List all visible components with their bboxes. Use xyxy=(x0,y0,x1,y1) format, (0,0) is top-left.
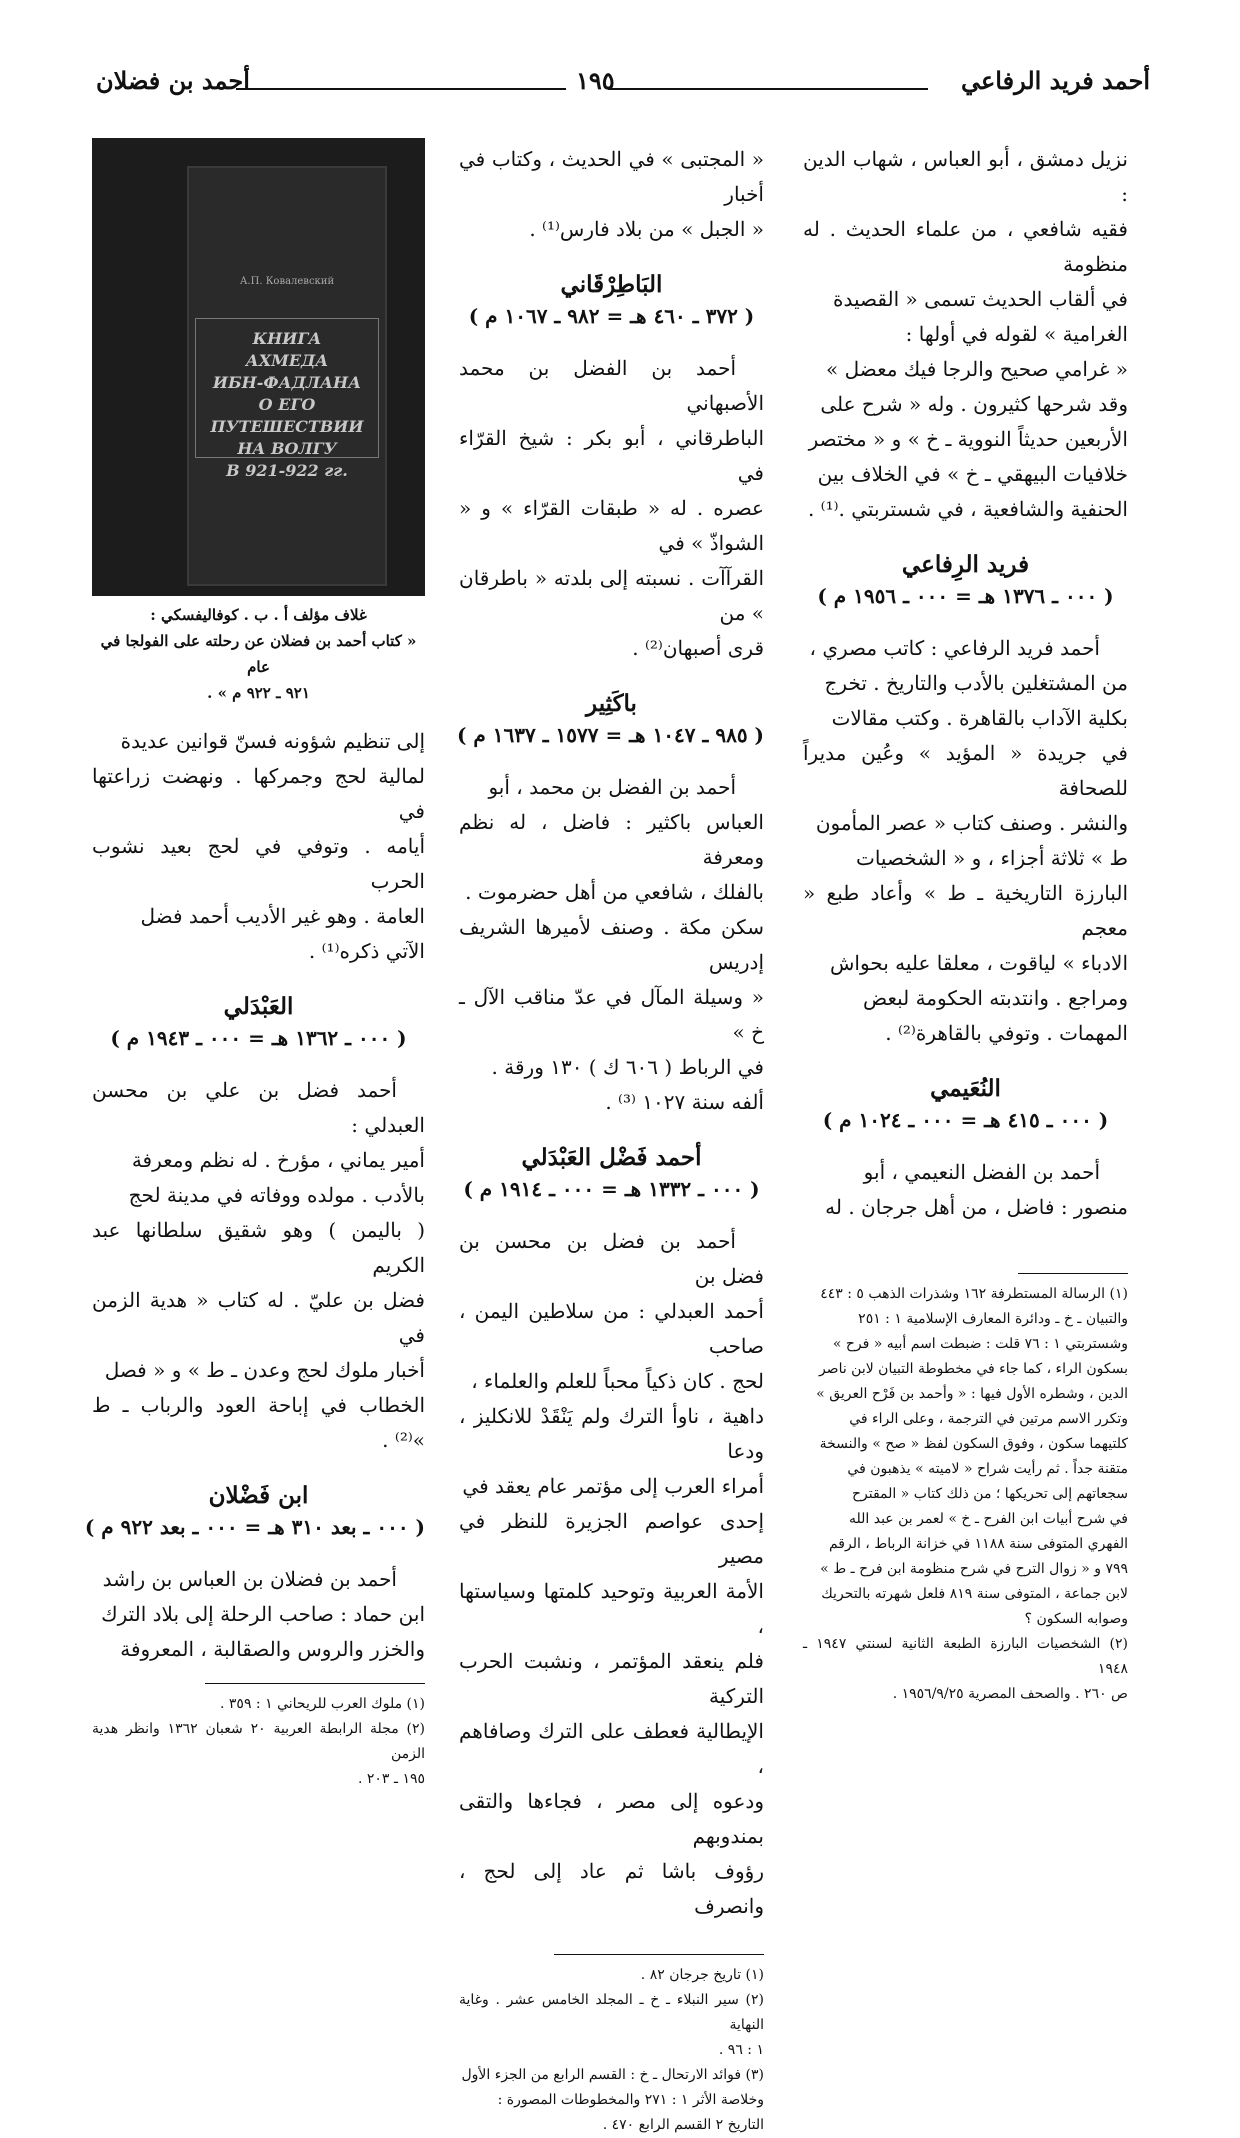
column-middle xyxy=(456,142,764,2138)
text-line: أمير يماني ، مؤرخ . له نظم ومعرفة xyxy=(131,1148,425,1172)
book-title xyxy=(199,328,375,482)
footnote-line: التاريخ ٢ القسم الرابع ٤٧٠ . xyxy=(602,2117,764,2133)
text-line: « الجبل » من بلاد فارس⁽¹⁾ . xyxy=(529,217,764,241)
footnote-line: لابن جماعة ، المتوفى سنة ٨١٩ فلعل شهرته بالتحريك xyxy=(821,1586,1128,1602)
entry-title: باكَثِير xyxy=(586,690,637,717)
footnote-line: الفهري المتوفى سنة ١١٨٨ في خزانة الرباط ، الرقم xyxy=(828,1536,1128,1552)
text-line: نزيل دمشق ، أبو العباس ، شهاب الدين : xyxy=(803,147,1128,206)
text-line: البارزة التاريخية ـ ط » وأعاد طبع « معجم xyxy=(803,881,1128,940)
text-line: الأمة العربية وتوحيد كلمتها وسياستها ، xyxy=(459,1579,764,1638)
text-line: « غرامي صحيح والرجا فيك معضل » xyxy=(826,357,1128,381)
footnotes xyxy=(803,1282,1128,1707)
text-line: وقد شرحها كثيرون . وله « شرح على xyxy=(820,392,1128,416)
text-line: أحمد بن فضلان بن العباس بن راشد xyxy=(102,1567,397,1591)
text-line: رؤوف باشا ثم عاد إلى لحج ، وانصرف xyxy=(459,1859,764,1918)
text-line: ( باليمن ) وهو شقيق سلطانها عبد الكريم xyxy=(92,1218,425,1277)
entry-title: أحمد فَضْل العَبْدَلي xyxy=(521,1144,702,1171)
book-title-line: ИБН-ФАДЛАНА xyxy=(212,373,362,392)
footnote-rule xyxy=(554,1954,764,1955)
text-line: بالفلك ، شافعي من أهل حضرموت . xyxy=(465,880,764,904)
page-number: ١٩٥ xyxy=(576,66,615,95)
book-title-line: КНИГА xyxy=(252,329,322,348)
entry-body xyxy=(92,1073,425,1458)
text-line: من المشتغلين بالأدب والتاريخ . تخرج xyxy=(824,671,1128,695)
footnote-line: (٣) فوائد الارتحال ـ خ : القسم الرابع من الجزء الأول xyxy=(461,2067,764,2083)
entry-title: العَبْدَلي xyxy=(223,993,294,1020)
footnote-line: (١) ملوك العرب للريحاني ١ : ٣٥٩ . xyxy=(220,1696,425,1712)
text-line: القرآآت . نسبته إلى بلدته « باطرقان » من xyxy=(459,566,764,625)
entry-title: ابن فَضْلان xyxy=(208,1482,309,1509)
caption-line: غلاف مؤلف أ . ب . كوفاليفسكي : xyxy=(150,606,367,624)
text-line: في ألقاب الحديث تسمى « القصيدة xyxy=(833,287,1128,311)
text-line: الخطاب في إباحة العود والرباب ـ ط »⁽²⁾ . xyxy=(92,1393,425,1452)
page-header xyxy=(96,66,1150,106)
text-line: إلى تنظيم شؤونه فسنّ قوانين عديدة xyxy=(120,729,425,753)
text-line: أحمد بن الفضل بن محمد الأصبهاني xyxy=(459,356,764,415)
column-left xyxy=(84,138,425,1792)
entry-continuation xyxy=(803,142,1128,527)
footnote-line: في شرح أبيات ابن الفرح ـ خ » لعمر بن عبد الله xyxy=(848,1511,1128,1527)
text-line: منصور : فاضل ، من أهل جرجان . له xyxy=(825,1195,1128,1219)
column-right xyxy=(803,142,1128,1707)
entry-body xyxy=(92,1562,425,1667)
entry-dates: ( ٣٧٢ ـ ٤٦٠ هـ = ٩٨٢ ـ ١٠٦٧ م ) xyxy=(468,304,755,328)
text-line: المهمات . وتوفي بالقاهرة⁽²⁾ . xyxy=(885,1021,1128,1045)
footnote-line: متقنة جداً . ثم رأيت شراح « لاميته » يذهبون في xyxy=(847,1461,1128,1477)
footnote-line: ١٩٥ ـ ٢٠٣ . xyxy=(357,1771,425,1787)
text-line: الادباء » لياقوت ، معلقا عليه بحواش xyxy=(830,951,1128,975)
text-line: فقيه شافعي ، من علماء الحديث . له منظومة xyxy=(803,217,1128,276)
text-line: عصره . له « طبقات القرّاء » و « الشواذّ » في xyxy=(459,496,764,555)
entry-title: البَاطِرْقَاني xyxy=(560,271,663,298)
running-head-right: أحمد فريد الرفاعي xyxy=(960,66,1150,95)
entry-body xyxy=(459,351,764,666)
book-title-line: В 921-922 гг. xyxy=(226,461,348,480)
entry-body xyxy=(803,1155,1128,1225)
footnote-line: الدين ، وشطره الأول فيها : « وأحمد بن فَرْح العريق » xyxy=(816,1386,1128,1402)
text-line: إحدى عواصم الجزيرة للنظر في مصير xyxy=(459,1509,764,1568)
footnotes xyxy=(92,1692,425,1792)
text-line: « المجتبى » في الحديث ، وكتاب في أخبار xyxy=(459,147,764,206)
caption-line: « كتاب أحمد بن فضلان عن رحلته على الفولجا في عام xyxy=(100,632,417,676)
photo-caption xyxy=(92,602,425,706)
book-author: А.П. Ковалевский xyxy=(239,276,335,287)
text-line: الآتي ذكره⁽¹⁾ . xyxy=(308,939,425,963)
text-line: أحمد بن الفضل النعيمي ، أبو xyxy=(863,1160,1100,1184)
entry-dates: ( ٠٠٠ ـ ١٣٧٦ هـ = ٠٠٠ ـ ١٩٥٦ م ) xyxy=(817,584,1114,608)
text-line: في جريدة « المؤيد » وعُين مديراً للصحافة xyxy=(803,741,1128,800)
text-line: أيامه . وتوفي في لحج بعيد نشوب الحرب xyxy=(92,834,425,893)
entry-dates: ( ٠٠٠ ـ ١٣٦٢ هـ = ٠٠٠ ـ ١٩٤٣ م ) xyxy=(110,1026,407,1050)
header-rule-right xyxy=(608,88,928,90)
book-title-line: АХМЕДА xyxy=(245,351,329,370)
book-title-line: НА ВОЛГУ xyxy=(237,439,337,458)
footnote-line: ٧٩٩ و « زوال الترح في شرح منظومة ابن فرح ـ ط » xyxy=(820,1561,1128,1577)
footnote-line: وشستربتي ١ : ٧٦ قلت : ضبطت اسم أبيه « فرح » xyxy=(832,1336,1128,1352)
text-line: بكلية الآداب بالقاهرة . وكتب مقالات xyxy=(831,706,1128,730)
header-rule-left xyxy=(236,88,566,90)
text-line: « وسيلة المآل في عدّ مناقب الآل ـ خ » xyxy=(459,985,764,1044)
footnote-line: كلتيهما سكون ، وفوق السكون لفظ « صح » والنسخة xyxy=(819,1436,1128,1452)
text-line: الغرامية » لقوله في أولها : xyxy=(905,322,1128,346)
book-cover-photo xyxy=(92,138,425,596)
text-line: خلافيات البيهقي ـ خ » في الخلاف بين xyxy=(817,462,1128,486)
footnote-rule xyxy=(1018,1273,1128,1274)
text-line: الأربعين حديثاً النووية ـ خ » و « مختصر xyxy=(808,427,1128,451)
text-line: الإيطالية فعطف على الترك وصافاهم ، xyxy=(459,1719,764,1778)
footnote-line: بسكون الراء ، كما جاء في مخطوطة التبيان لابن ناصر xyxy=(818,1361,1128,1377)
entry-continuation xyxy=(92,724,425,969)
entry-dates: ( ٠٠٠ ـ بعد ٣١٠ هـ = ٠٠٠ ـ بعد ٩٢٢ م ) xyxy=(84,1515,425,1539)
caption-line: ٩٢١ ـ ٩٢٢ م » . xyxy=(207,684,310,702)
footnote-line: (٢) مجلة الرابطة العربية ٢٠ شعبان ١٣٦٢ وانظر هدية الزمن xyxy=(92,1721,425,1762)
text-line: الحنفية والشافعية ، في شستربتي .⁽¹⁾ . xyxy=(807,497,1128,521)
text-line: بالأدب . مولده ووفاته في مدينة لحج xyxy=(128,1183,425,1207)
footnote-line: ص ٢٦٠ . والصحف المصرية ١٩٥٦/٩/٢٥ . xyxy=(892,1686,1128,1702)
entry-dates: ( ٠٠٠ ـ ١٣٣٢ هـ = ٠٠٠ ـ ١٩١٤ م ) xyxy=(463,1177,760,1201)
text-line: ط » ثلاثة أجزاء ، و « الشخصيات xyxy=(856,846,1128,870)
text-line: الباطرقاني ، أبو بكر : شيخ القرّاء في xyxy=(459,426,764,485)
running-head-left: أحمد بن فضلان xyxy=(96,66,250,95)
text-line: والخزر والروس والصقالبة ، المعروفة xyxy=(120,1637,425,1661)
text-line: والنشر . وصنف كتاب « عصر المأمون xyxy=(815,811,1128,835)
text-line: ودعوه إلى مصر ، فجاءها والتقى بمندوبهم xyxy=(459,1789,764,1848)
text-line: أحمد بن الفضل بن محمد ، أبو xyxy=(488,775,736,799)
entry-dates: ( ٠٠٠ ـ ٤١٥ هـ = ٠٠٠ ـ ١٠٢٤ م ) xyxy=(822,1108,1109,1132)
footnote-line: (٢) سير النبلاء ـ خ ـ المجلد الخامس عشر . وغاية النهاية xyxy=(459,1992,764,2033)
entry-continuation xyxy=(459,142,764,247)
entry-body xyxy=(803,631,1128,1051)
text-line: قرى أصبهان⁽²⁾ . xyxy=(632,636,764,660)
footnote-line: وتكرر الاسم مرتين في الترجمة ، وعلى الراء في xyxy=(849,1411,1128,1427)
footnote-line: سجعاتهم إلى تحريكها ؛ من ذلك كتاب « المقترح xyxy=(851,1486,1128,1502)
book-title-line: О ЕГО ПУТЕШЕСТВИИ xyxy=(210,395,364,436)
footnotes xyxy=(459,1963,764,2138)
text-line: العباس باكثير : فاضل ، له نظم ومعرفة xyxy=(459,810,764,869)
text-line: ومراجع . وانتدبته الحكومة لبعض xyxy=(862,986,1128,1010)
footnote-line: (١) الرسالة المستطرفة ١٦٢ وشذرات الذهب ٥ : ٤٤٣ xyxy=(820,1286,1128,1302)
footnote-line: ١ : ٩٦ . xyxy=(718,2042,764,2058)
footnote-line: (٢) الشخصيات البارزة الطبعة الثانية لسنتي ١٩٤٧ ـ ١٩٤٨ xyxy=(803,1636,1128,1677)
text-line: في الرباط ( ٦٠٦ ك ) ١٣٠ ورقة . xyxy=(491,1055,764,1079)
footnote-rule xyxy=(205,1683,425,1684)
footnote-line: وصوابه السكون ؟ xyxy=(1024,1611,1128,1627)
text-line: لمالية لحج وجمركها . ونهضت زراعتها في xyxy=(92,764,425,823)
text-line: فلم ينعقد المؤتمر ، ونشبت الحرب التركية xyxy=(459,1649,764,1708)
entry-body xyxy=(459,770,764,1120)
text-line: فضل بن عليّ . له كتاب « هدية الزمن في xyxy=(92,1288,425,1347)
text-line: ابن حماد : صاحب الرحلة إلى بلاد الترك xyxy=(101,1602,425,1626)
text-line: أحمد العبدلي : من سلاطين اليمن ، صاحب xyxy=(459,1299,764,1358)
text-line: أحمد فريد الرفاعي : كاتب مصري ، xyxy=(809,636,1100,660)
entry-title: فريد الرِفاعي xyxy=(901,551,1030,578)
text-line: أخبار ملوك لحج وعدن ـ ط » و « فصل xyxy=(104,1358,425,1382)
text-line: العامة . وهو غير الأديب أحمد فضل xyxy=(140,904,425,928)
book-cover xyxy=(187,166,387,586)
text-line: أمراء العرب إلى مؤتمر عام يعقد في xyxy=(462,1474,764,1498)
text-line: ألفه سنة ١٠٢٧ ⁽³⁾ . xyxy=(605,1090,764,1114)
entry-body xyxy=(459,1224,764,1924)
text-line: سكن مكة . وصنف لأميرها الشريف إدريس xyxy=(459,915,764,974)
footnote-line: والتبيان ـ خ ـ ودائرة المعارف الإسلامية ١ : ٢٥١ xyxy=(858,1311,1128,1327)
entry-title: النُعَيمي xyxy=(930,1075,1001,1102)
text-line: أحمد بن فضل بن محسن بن فضل بن xyxy=(459,1229,764,1288)
entry-dates: ( ٩٨٥ ـ ١٠٤٧ هـ = ١٥٧٧ ـ ١٦٣٧ م ) xyxy=(456,723,764,747)
text-line: أحمد فضل بن علي بن محسن العبدلي : xyxy=(92,1078,425,1137)
footnote-line: (١) تاريخ جرجان ٨٢ . xyxy=(640,1967,764,1983)
text-line: داهية ، ناوأ الترك ولم يَنْقَدْ للانكليز ، ودعا xyxy=(459,1404,764,1463)
footnote-line: وخلاصة الأثر ١ : ٢٧١ والمخطوطات المصورة : xyxy=(497,2092,764,2108)
text-line: لحج . كان ذكياً محباً للعلم والعلماء ، xyxy=(471,1369,764,1393)
